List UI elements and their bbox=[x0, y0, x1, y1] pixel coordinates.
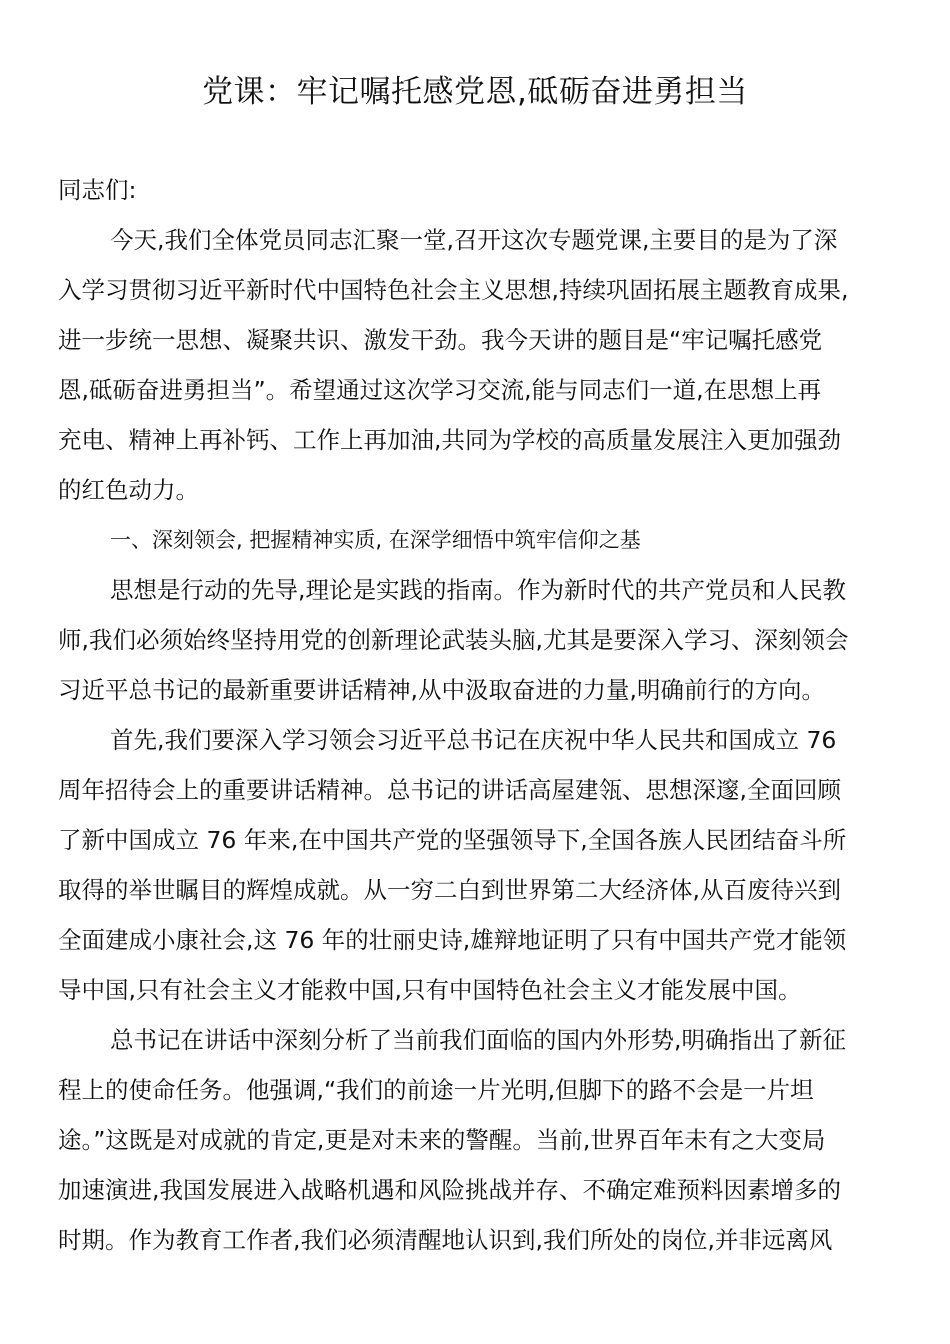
paragraph-line: 导中国,只有社会主义才能救中国,只有中国特色社会主义才能发展中国。 bbox=[58, 976, 802, 1004]
paragraph-line: 习近平总书记的最新重要讲话精神,从中汲取奋进的力量,明确前行的方向。 bbox=[58, 676, 825, 704]
paragraph-line: 时期。作为教育工作者,我们必须清醒地认识到,我们所处的岗位,并非远离风 bbox=[58, 1226, 833, 1254]
paragraph-line: 加速演进,我国发展进入战略机遇和风险挑战并存、不确定难预料因素增多的 bbox=[58, 1176, 841, 1204]
paragraph-line: 途。”这既是对成就的肯定,更是对未来的警醒。当前,世界百年未有之大变局 bbox=[58, 1126, 826, 1154]
paragraph-line: 程上的使命任务。他强调,“我们的前途一片光明,但脚下的路不会是一片坦 bbox=[58, 1076, 814, 1104]
paragraph-line: 首先,我们要深入学习领会习近平总书记在庆祝中华人民共和国成立 76 bbox=[110, 726, 837, 754]
paragraph-line: 全面建成小康社会,这 76 年的壮丽史诗,雄辩地证明了只有中国共产党才能领 bbox=[58, 926, 847, 954]
paragraph-line: 取得的举世瞩目的辉煌成就。从一穷二白到世界第二大经济体,从百废待兴到 bbox=[58, 876, 841, 904]
paragraph-line: 师,我们必须始终坚持用党的创新理论武装头脑,尤其是要深入学习、深刻领会 bbox=[58, 626, 849, 654]
paragraph-line: 入学习贯彻习近平新时代中国特色社会主义思想,持续巩固拓展主题教育成果, bbox=[58, 276, 849, 304]
document-title: 党课：牢记嘱托感党恩,砥砺奋进勇担当 bbox=[202, 74, 748, 110]
paragraph-line: 周年招待会上的重要讲话精神。总书记的讲话高屋建瓴、思想深邃,全面回顾 bbox=[58, 776, 841, 804]
salutation: 同志们: bbox=[58, 176, 137, 204]
section-heading: 一、深刻领会, 把握精神实质, 在深学细悟中筑牢信仰之基 bbox=[110, 528, 641, 552]
paragraph-line: 思想是行动的先导,理论是实践的指南。作为新时代的共产党员和人民教 bbox=[110, 576, 846, 604]
document-body bbox=[58, 170, 898, 1270]
paragraph-line: 恩,砥砺奋进勇担当”。希望通过这次学习交流,能与同志们一道,在思想上再 bbox=[58, 376, 822, 404]
paragraph-line: 充电、精神上再补钙、工作上再加油,共同为学校的高质量发展注入更加强劲 bbox=[58, 426, 841, 454]
paragraph-line: 的红色动力。 bbox=[58, 476, 199, 504]
paragraph-line: 今天,我们全体党员同志汇聚一堂,召开这次专题党课,主要目的是为了深 bbox=[110, 226, 838, 254]
paragraph-line: 总书记在讲话中深刻分析了当前我们面临的国内外形势,明确指出了新征 bbox=[110, 1026, 846, 1054]
paragraph-line: 进一步统一思想、凝聚共识、激发干劲。我今天讲的题目是“牢记嘱托感党 bbox=[58, 326, 823, 354]
paragraph-line: 了新中国成立 76 年来,在中国共产党的坚强领导下,全国各族人民团结奋斗所 bbox=[58, 826, 847, 854]
